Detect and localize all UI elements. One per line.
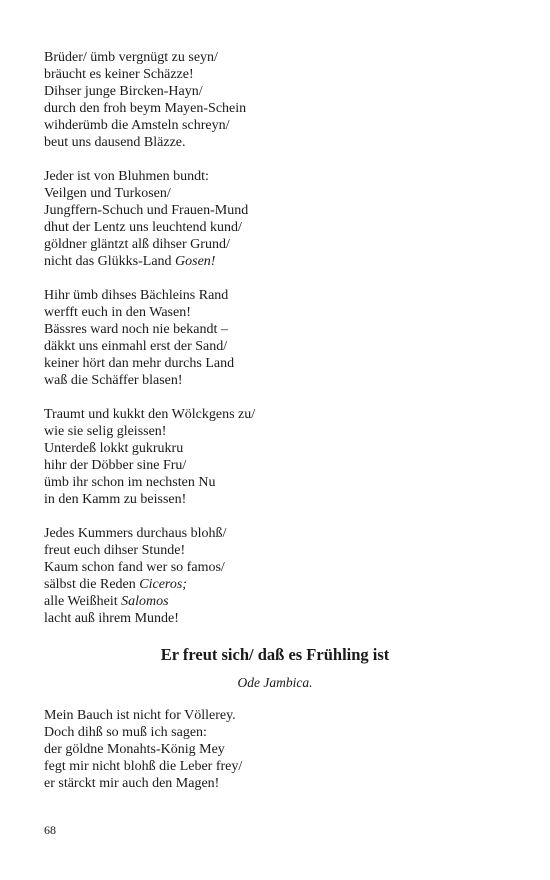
line-text: durch den froh beym Mayen-Schein: [44, 101, 247, 116]
stanza: [44, 525, 514, 627]
line-text: göldner gläntzt alß dihser Grund/: [44, 237, 230, 252]
poem-line: [44, 457, 514, 474]
line-text: sälbst die Reden: [44, 577, 140, 592]
line-text: bräucht es keiner Schäzze!: [44, 67, 194, 82]
poem-line: [44, 253, 514, 270]
stanza: [44, 287, 514, 389]
poem-line: [44, 49, 514, 66]
poem-line: er stärckt mir auch den Magen!: [44, 776, 220, 791]
poem-body: [44, 49, 514, 644]
poem-line: [44, 202, 514, 219]
poem-line: [44, 117, 514, 134]
poem-line: Mein Bauch ist nicht for Völlerey.: [44, 708, 236, 723]
poem-line: [44, 474, 514, 491]
poem-line: [44, 593, 514, 610]
line-text: alle Weißheit: [44, 594, 122, 609]
poem-line: [44, 304, 514, 321]
poem-line: Doch dihß so muß ich sagen:: [44, 725, 207, 740]
line-text: Hihr ümb dihses Bächleins Rand: [44, 288, 229, 303]
poem-line: [44, 83, 514, 100]
line-text: lacht auß ihrem Munde!: [44, 611, 179, 626]
line-text: wihderümb die Amsteln schreyn/: [44, 118, 230, 133]
second-poem-body: [44, 707, 514, 792]
poem-line: [44, 66, 514, 83]
poem-line: [44, 576, 514, 593]
line-text: däkkt uns einmahl erst der Sand/: [44, 339, 228, 354]
stanza: [44, 49, 514, 151]
line-text: beut uns dausend Bläzze.: [44, 135, 186, 150]
poem-line: [44, 440, 514, 457]
line-text: nicht das Glükks-Land: [44, 254, 176, 269]
poem-line: der göldne Monahts-König Mey: [44, 742, 225, 757]
line-text: Veilgen und Turkosen/: [44, 186, 171, 201]
line-text: Brüder/ ümb vergnügt zu seyn/: [44, 50, 218, 65]
line-text: ümb ihr schon im nechsten Nu: [44, 475, 216, 490]
line-text: Unterdeß lokkt gukrukru: [44, 441, 184, 456]
page-number: 68: [44, 823, 56, 837]
stanza: [44, 168, 514, 270]
stanza: [44, 406, 514, 508]
line-text: keiner hört dan mehr durchs Land: [44, 356, 235, 371]
line-text: wie sie selig gleissen!: [44, 424, 167, 439]
poem-line: [44, 185, 514, 202]
line-text: dhut der Lentz uns leuchtend kund/: [44, 220, 242, 235]
poem-line: [44, 491, 514, 508]
line-text: Traumt und kukkt den Wölckgens zu/: [44, 407, 256, 422]
poem-line: [44, 372, 514, 389]
poem-line: [44, 236, 514, 253]
italic-text: Ciceros;: [139, 577, 187, 592]
poem-line: [44, 338, 514, 355]
poem-line: [44, 406, 514, 423]
line-text: Bässres ward noch nie bekandt –: [44, 322, 228, 337]
poem-line: [44, 542, 514, 559]
line-text: in den Kamm zu beissen!: [44, 492, 187, 507]
line-text: hihr der Döbber sine Fru/: [44, 458, 187, 473]
italic-text: Salomos: [121, 594, 169, 609]
line-text: Jedes Kummers durchaus blohß/: [44, 526, 227, 541]
line-text: waß die Schäffer blasen!: [44, 373, 183, 388]
poem-line: [44, 525, 514, 542]
poem-line: [44, 134, 514, 151]
poem-line: [44, 423, 514, 440]
poem-line: [44, 100, 514, 117]
line-text: Jeder ist von Bluhmen bundt:: [44, 169, 209, 184]
poem-line: [44, 355, 514, 372]
line-text: Kaum schon fand wer so famos/: [44, 560, 225, 575]
poem-line: [44, 321, 514, 338]
poem-line: [44, 287, 514, 304]
poem-line: [44, 168, 514, 185]
poem-line: [44, 610, 514, 627]
italic-text: Gosen!: [175, 254, 216, 269]
line-text: freut euch dihser Stunde!: [44, 543, 186, 558]
poem-title: Er freut sich/ daß es Frühling ist: [160, 645, 390, 664]
poem-line: fegt mir nicht blohß die Leber frey/: [44, 759, 243, 774]
line-text: Dihser junge Bircken-Hayn/: [44, 84, 203, 99]
line-text: werfft euch in den Wasen!: [44, 305, 191, 320]
line-text: Jungffern-Schuch und Frauen-Mund: [44, 203, 249, 218]
poem-line: [44, 559, 514, 576]
poem-subtitle: Ode Jambica.: [237, 675, 313, 690]
poem-line: [44, 219, 514, 236]
